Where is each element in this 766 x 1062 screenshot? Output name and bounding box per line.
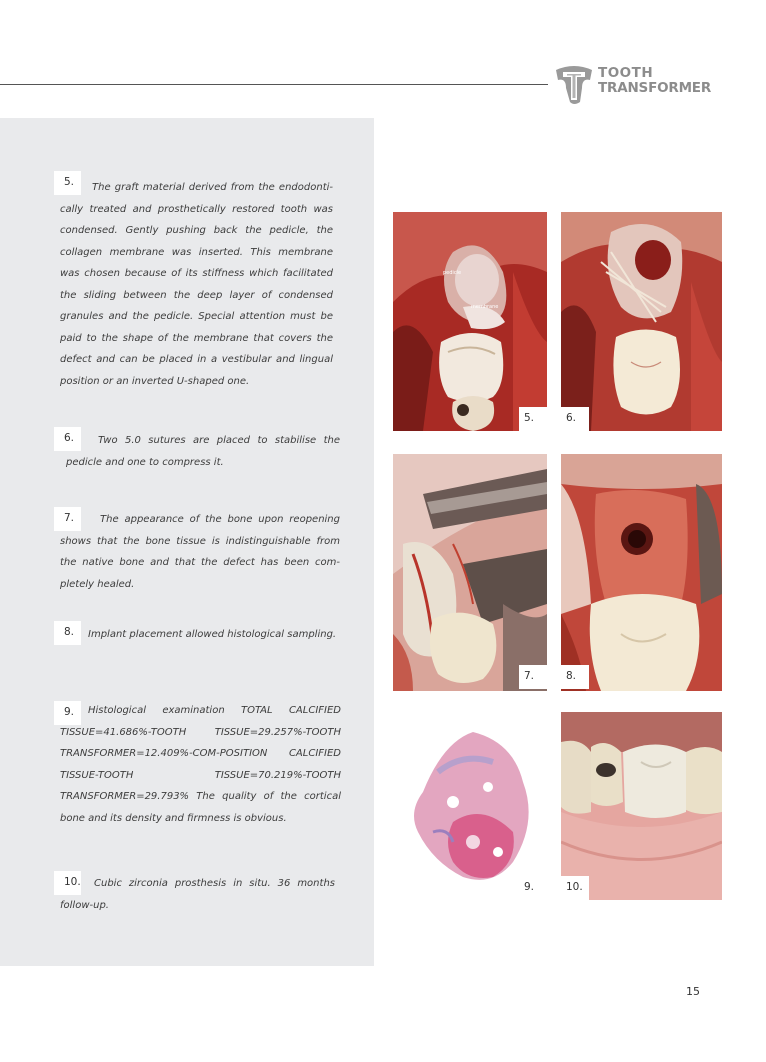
step-text: Implant placement allowed histological sampling. (88, 629, 337, 640)
step-number: 9. (54, 701, 81, 725)
membrane-label: membrane (471, 304, 499, 310)
clinical-photo-7 (393, 454, 547, 691)
clinical-photo-10 (561, 712, 722, 900)
photo-caption: 9. (519, 876, 547, 900)
step-text: Cubic zirconia prosthesis in situ. 36 months follow-up. (60, 878, 335, 911)
clinical-photo-6 (561, 212, 722, 431)
photo-caption: 10. (561, 876, 589, 900)
step-text: Two 5.0 sutures are placed to stabilise the pedicle and one to compress it. (66, 435, 340, 468)
photo-caption: 5. (519, 407, 547, 431)
clinical-photo-5 (393, 212, 547, 431)
page-number: 15 (686, 985, 700, 998)
step-number: 6. (54, 427, 81, 451)
step-number: 10. (54, 871, 81, 895)
tooth-transformer-logo (552, 62, 722, 106)
pedicle-label: pedicle (443, 270, 462, 276)
photo-caption: 8. (561, 665, 589, 689)
step-text: Histological examination TOTAL CALCIFIED TISSUE=41.686%-TOOTH TISSUE=29.257%-TOOTH TRANSFORMER=12.409%-COM-POSITION CALCIFIED TISSUE-TOOTH TISSUE=70.219%-TOOTH TRANSFORMER=29.793% The quality of the cortical bone and its density and firmness is obvious. (60, 705, 341, 824)
step-number: 8. (54, 621, 81, 645)
clinical-photo-8 (561, 454, 722, 691)
photo-caption: 7. (519, 665, 547, 689)
step-number: 5. (54, 171, 81, 195)
header-rule (0, 84, 548, 85)
step-number: 7. (54, 507, 81, 531)
step-text: The appearance of the bone upon reopening shows that the bone tissue is indistinguishable from the native bone and that the defect has been com-pletely healed. (60, 514, 340, 590)
step-text: The graft material derived from the endodonti-cally treated and prosthetically restored tooth was condensed. Gently pushing back the pedicle, the collagen membrane was inserted. This membrane was chosen because of its stiffness which facilitated the sliding between the deep layer of condensed granules and the pedicle. Special attention must be paid to the shape of the membrane that covers the defect and can be placed in a vestibular and lingual position or an inverted U-shaped one. (60, 182, 333, 387)
logo-line-1: TOOTH (598, 65, 654, 81)
tooth-logo-icon (552, 62, 596, 106)
photo-caption: 6. (561, 407, 589, 431)
logo-line-2: TRANSFORMER (598, 80, 712, 96)
histology-photo-9 (393, 712, 547, 900)
